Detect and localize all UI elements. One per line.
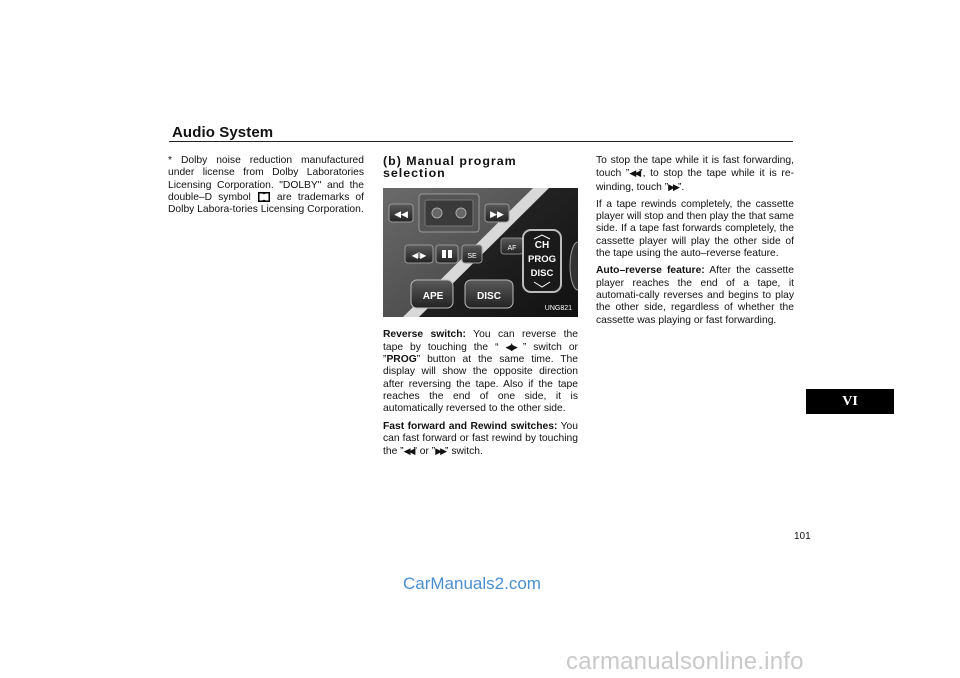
column-program-selection [383, 155, 578, 464]
svg-text:AF: AF [507, 244, 517, 252]
svg-text:CH: CH [534, 239, 550, 251]
fast-forward-rewind-paragraph [383, 421, 578, 459]
cassette-control-photo [383, 188, 578, 317]
footnote-text-1: * Dolby noise reduction manufactured under license from Dolby Laboratories Licensing Corporation. "DOLBY" and the double–D symbol [168, 155, 364, 203]
rewind-icon: ◀◀ [403, 446, 414, 457]
rewind-complete-paragraph: If a tape rewinds completely, the cassette player will stop and then play the that same side. If a tape fast forwards completely, the cassette player will play the other side of the tape using the auto–reverse feature. [596, 198, 794, 260]
svg-text:◀I▶: ◀I▶ [411, 250, 427, 260]
reverse-text-3: ” button at the same time. The display will show the opposite direction after reversing the tape. Also if the tape reaches the end of one side, it is automatically reversed to the other side. [383, 354, 578, 415]
fast-forward-icon: ▶▶ [435, 446, 446, 457]
watermark-carmanualsonline: carmanualsonline.info [566, 648, 804, 675]
header-divider [169, 141, 793, 142]
stop-text-3: ”. [677, 181, 685, 193]
reverse-text-1: You can reverse the tape by touching the “ [383, 328, 578, 353]
figure-code: UNG821 [544, 305, 572, 313]
dolby-double-d-icon [258, 192, 270, 202]
ff-rew-label: Fast forward and Rewind switches: [383, 420, 558, 432]
ff-rew-text-2: ” or ” [413, 446, 436, 458]
rewind-icon: ◀◀ [629, 168, 640, 179]
watermark-carmanuals2: CarManuals2.com [403, 574, 541, 593]
stop-tape-paragraph [596, 155, 794, 194]
reverse-switch-icon: ◀I▶ [505, 341, 516, 352]
ff-rew-text-1: You can fast forward or fast rewind by touching the ” [383, 420, 579, 458]
chapter-tab: VI [806, 389, 894, 414]
svg-text:SE: SE [467, 252, 477, 260]
cassette-panel-illustration [383, 188, 578, 317]
svg-text:DISC: DISC [530, 267, 554, 279]
reverse-switch-label: Reverse switch: [383, 328, 466, 340]
page-header-title: Audio System [172, 124, 274, 141]
auto-reverse-text: After the cassette player reaches the end of a tape, it automati-cally reverses and begins to play the other side, regardless of whether the cassette was playing or fast forwarding. [596, 265, 794, 326]
section-heading: (b) Manual program selection [383, 154, 517, 181]
prog-label: PROG [386, 354, 417, 366]
page-number: 101 [794, 531, 811, 542]
stop-text-2: ”, to stop the tape while it is re-winding, touch ” [596, 168, 794, 193]
svg-text:PROG: PROG [528, 253, 556, 265]
dolby-footnote [168, 155, 364, 216]
footnote-text-2: are trademarks of Dolby Labora-tories Licensing Corporation. [168, 191, 364, 216]
svg-text:▶▶: ▶▶ [490, 208, 504, 219]
auto-reverse-paragraph [596, 265, 794, 326]
auto-reverse-label: Auto–reverse feature: [596, 265, 705, 277]
reverse-switch-paragraph [383, 329, 578, 416]
ff-rew-text-3: ” switch. [445, 446, 483, 458]
svg-text:DISC: DISC [477, 290, 501, 302]
fast-forward-icon: ▶▶ [668, 181, 678, 192]
svg-text:◀◀: ◀◀ [394, 208, 408, 219]
svg-text:APE: APE [422, 290, 444, 302]
stop-text-1: To stop the tape while it is fast forwarding, touch ” [596, 155, 794, 180]
reverse-text-2: ” switch or ” [383, 341, 578, 366]
column-tape-behavior [596, 155, 794, 332]
